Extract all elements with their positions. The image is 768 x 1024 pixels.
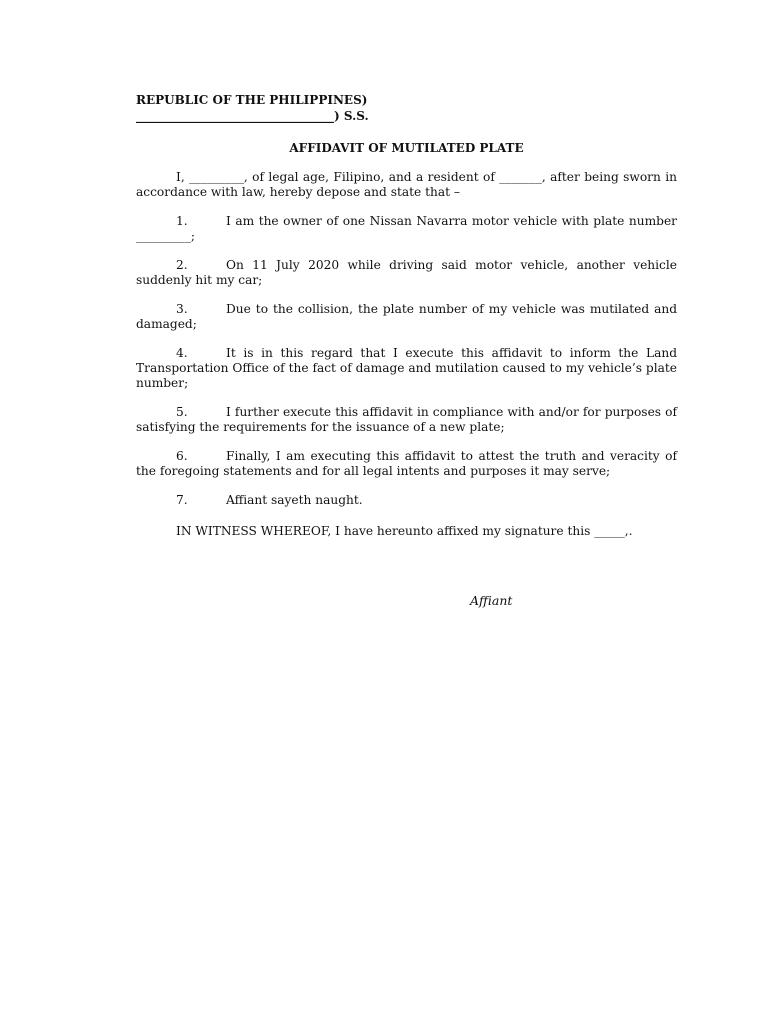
header-republic: REPUBLIC OF THE PHILIPPINES)	[136, 93, 368, 107]
paragraph-text: It is in this regard that I execute this affidavit to inform the Land Transportation Office of the fact of damage and mutilation caused to my vehicle’s plate number;	[136, 346, 677, 390]
paragraph-number: 5.	[176, 405, 188, 419]
numbered-paragraph-6	[136, 449, 677, 479]
paragraph-number: 7.	[176, 493, 188, 507]
numbered-paragraph-5	[136, 405, 677, 435]
numbered-paragraph-1	[136, 214, 677, 244]
paragraph-number: 6.	[176, 449, 188, 463]
witness-paragraph: IN WITNESS WHEREOF, I have hereunto affixed my signature this _____,.	[176, 524, 633, 538]
paragraph-text: I am the owner of one Nissan Navarra motor vehicle with plate number _________;	[136, 214, 677, 243]
intro-paragraph: I, _________, of legal age, Filipino, and a resident of _______, after being sworn in accordance with law, hereby depose and state that –	[136, 170, 677, 199]
numbered-paragraph-7	[136, 493, 677, 508]
paragraph-text: I further execute this affidavit in compliance with and/or for purposes of satisfying the requirements for the issuance of a new plate;	[136, 405, 677, 434]
paragraph-number: 2.	[176, 258, 188, 272]
paragraph-text: On 11 July 2020 while driving said motor vehicle, another vehicle suddenly hit my car;	[136, 258, 677, 287]
affidavit-body	[136, 92, 677, 539]
paragraph-number: 3.	[176, 302, 188, 316]
paragraph-text: Finally, I am executing this affidavit to attest the truth and veracity of the foregoing statements and for all legal intents and purposes it may serve;	[136, 449, 677, 478]
paragraph-number: 4.	[176, 346, 188, 360]
paragraph-number: 1.	[176, 214, 188, 228]
numbered-paragraph-2	[136, 258, 677, 288]
header-venue-line: _________________________________) S.S.	[136, 109, 369, 123]
paragraph-text: Due to the collision, the plate number of my vehicle was mutilated and damaged;	[136, 302, 677, 331]
document-title: AFFIDAVIT OF MUTILATED PLATE	[289, 141, 524, 155]
numbered-paragraph-3	[136, 302, 677, 332]
paragraph-text: Affiant sayeth naught.	[226, 493, 363, 507]
numbered-paragraph-4	[136, 346, 677, 391]
affiant-signature-label: Affiant	[470, 593, 513, 608]
